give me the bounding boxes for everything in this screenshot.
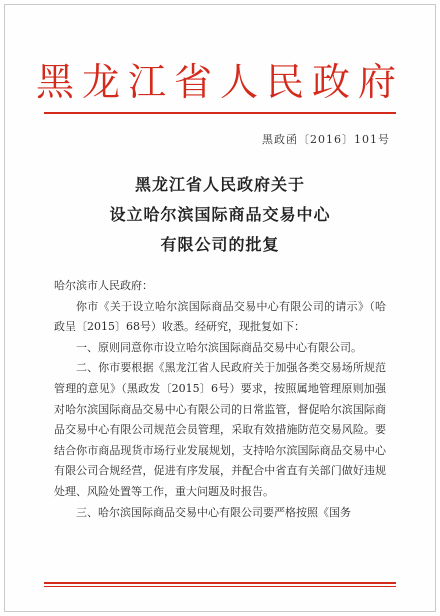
document-body [54, 276, 386, 523]
footer-red-rule [44, 582, 396, 584]
document-number: 黑政函〔2016〕101号 [262, 133, 390, 146]
title-line-2: 设立哈尔滨国际商品交易中心 [109, 205, 331, 224]
issuer-header: 黑龙江省人民政府 [35, 60, 404, 104]
body-paragraph-4: 三、哈尔滨国际商品交易中心有限公司要严格按照《国务 [76, 505, 351, 519]
document-title [0, 170, 440, 260]
header-red-rule [44, 112, 396, 114]
addressee: 哈尔滨市人民政府： [54, 279, 153, 292]
title-line-1: 黑龙江省人民政府关于 [134, 175, 305, 194]
body-paragraph-2: 一、原则同意你市设立哈尔滨国际商品交易中心有限公司。 [76, 340, 362, 354]
footer-red-rule-thin [44, 586, 396, 587]
body-paragraph-3: 二、你市要根据《黑龙江省人民政府关于加强各类交易场所规范管理的意见》（黑政发〔2015〕6号）要求，按照属地管理原则加强对哈尔滨国际商品交易中心有限公司的日常监管，督促哈尔滨国际商品交易中心有限公司规范会员管理，采取有效措施防范交易风险。要结合你市商品现货市场行业发展规划，支持哈尔滨国际商品交易中心有限公司合规经营，促进有序发展，并配合中省直有关部门做好违规处理、风险处置等工作，重大问题及时报告。 [54, 361, 386, 498]
title-line-3: 有限公司的批复 [160, 235, 280, 254]
body-paragraph-1: 你市《关于设立哈尔滨国际商品交易中心有限公司的请示》（哈政呈〔2015〕68号）收悉。经研究，现批复如下： [54, 299, 386, 334]
